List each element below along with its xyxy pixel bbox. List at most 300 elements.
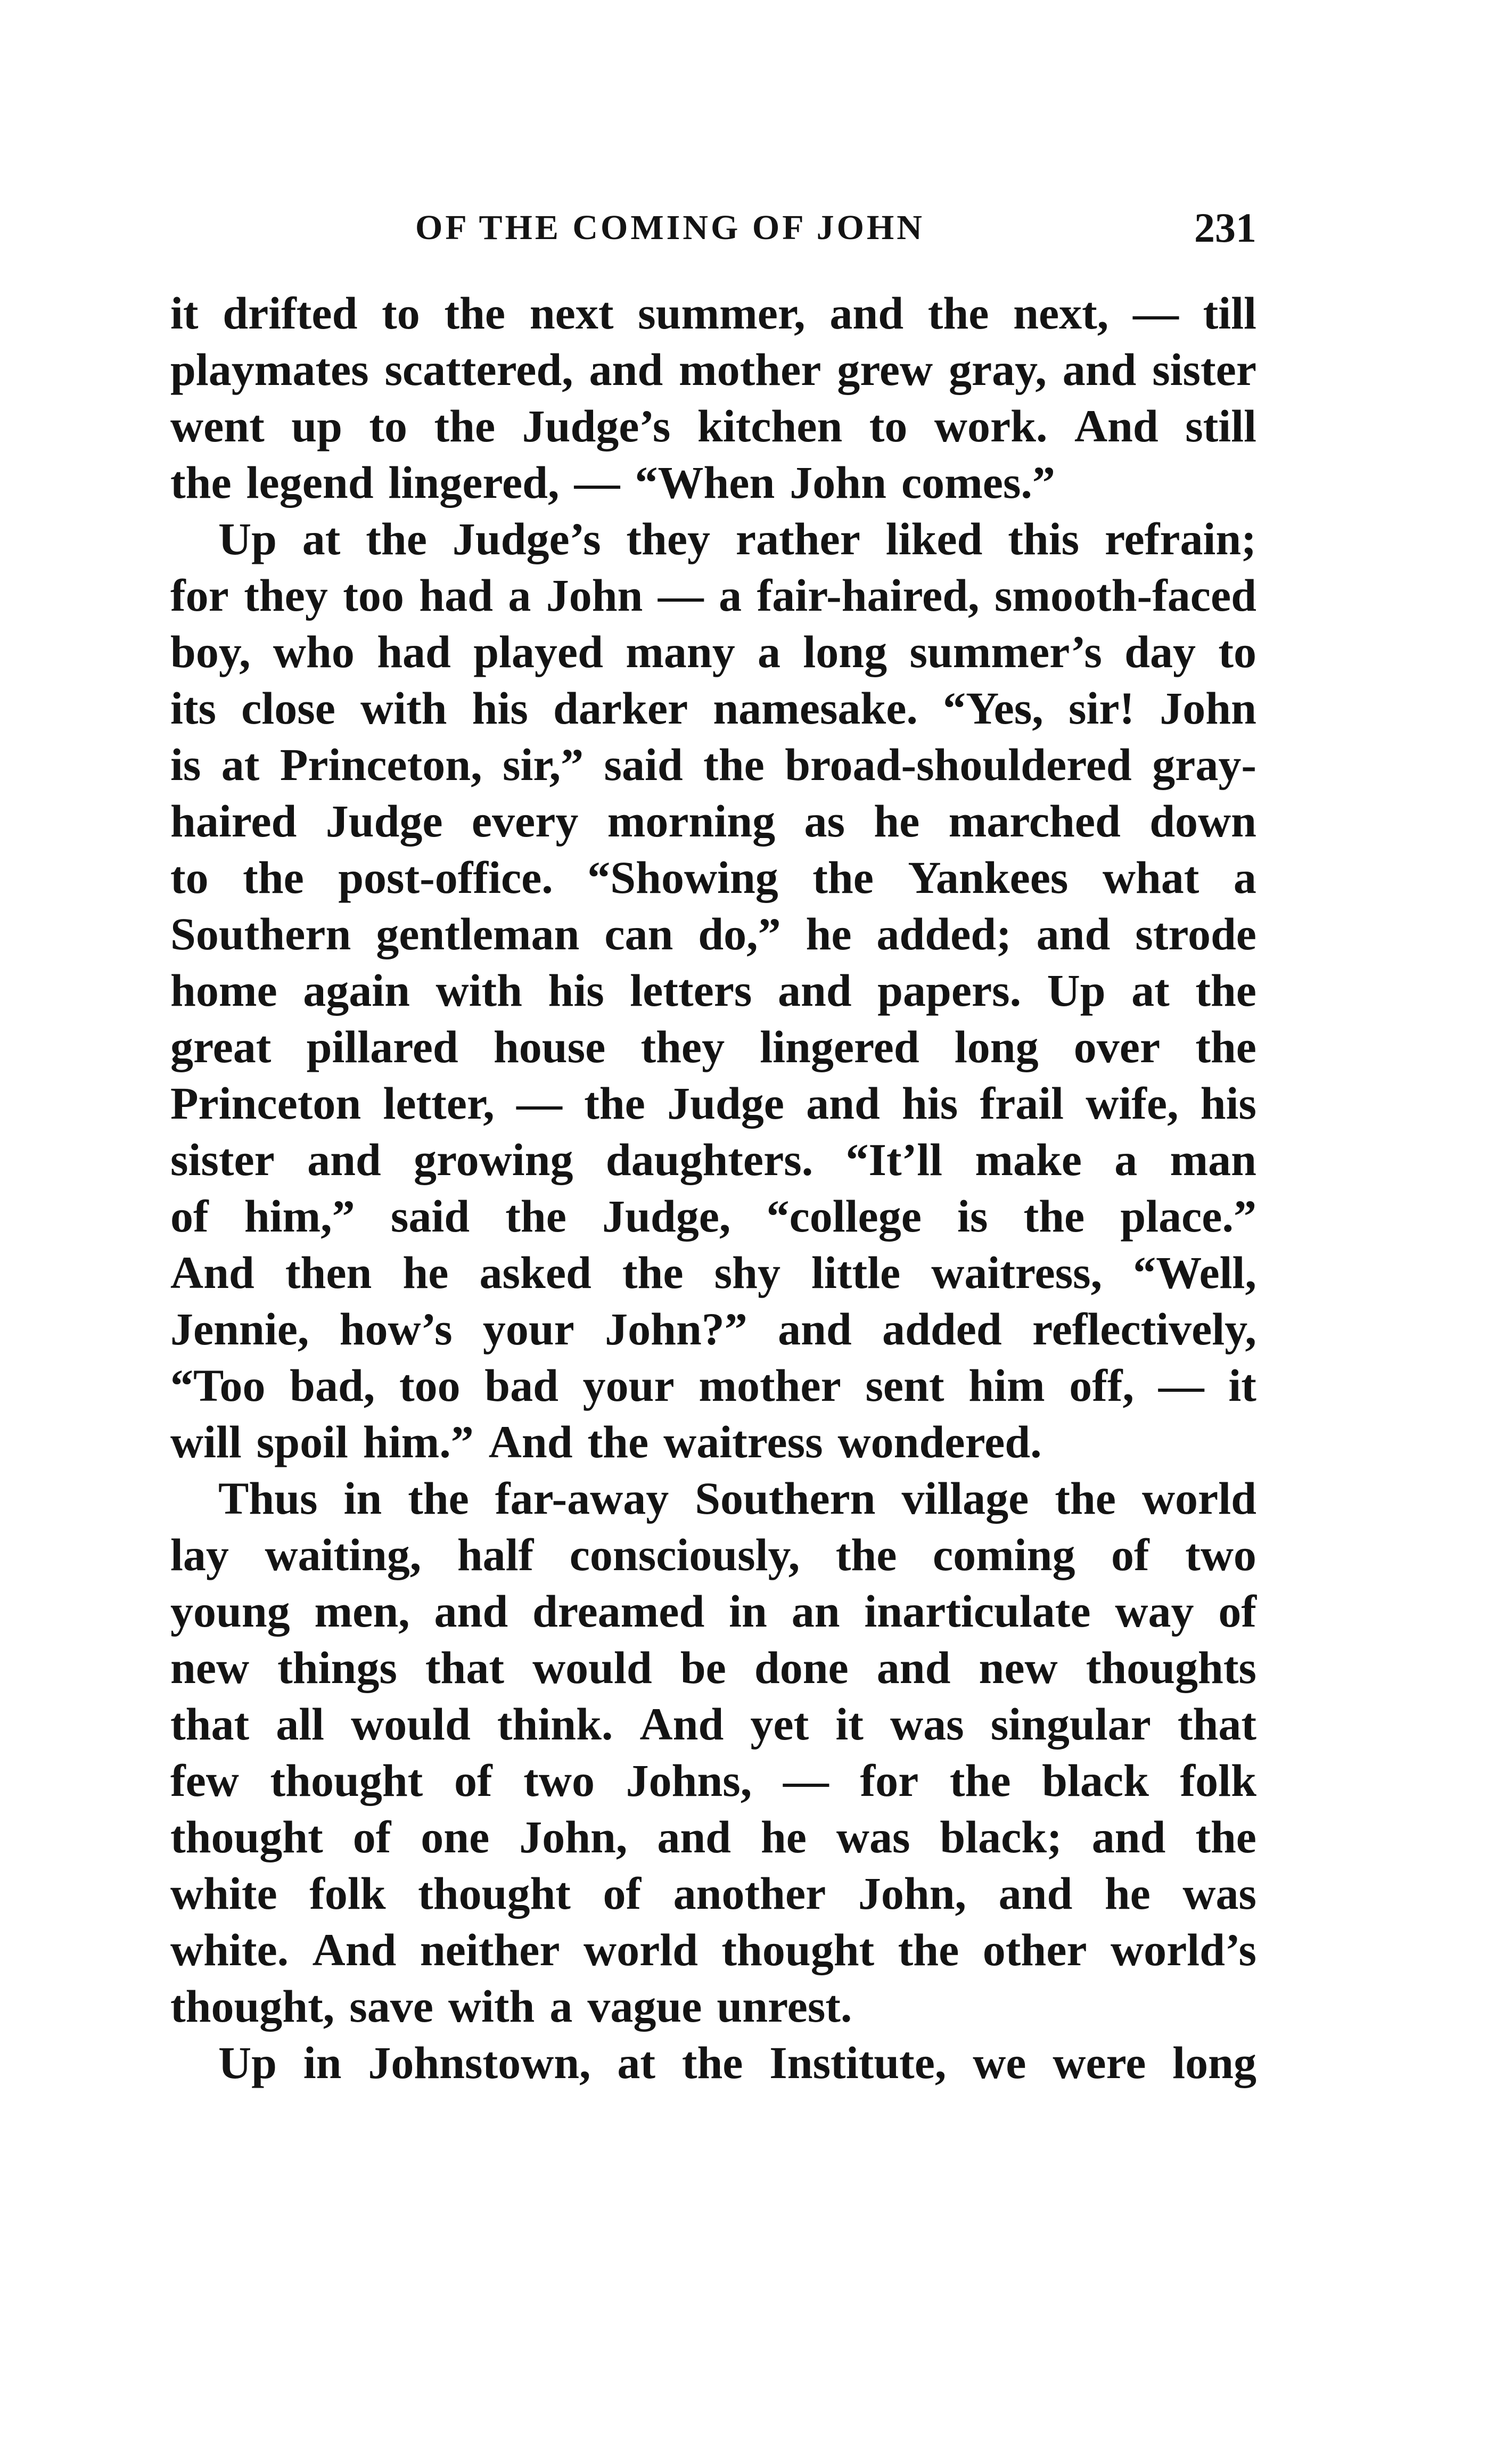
text-word: and bbox=[307, 1134, 381, 1185]
text-word: coming bbox=[932, 1529, 1075, 1580]
text-word: scattered, bbox=[384, 344, 573, 395]
text-line bbox=[170, 454, 1256, 511]
text-word: And bbox=[170, 1247, 254, 1298]
text-word: it bbox=[170, 288, 199, 339]
text-word: thought, bbox=[170, 1981, 335, 2032]
text-word: thought bbox=[270, 1755, 423, 1806]
text-word: of bbox=[1218, 1586, 1256, 1637]
text-word: said bbox=[390, 1191, 470, 1242]
text-word: inarticulate bbox=[864, 1586, 1091, 1637]
text-word: Yankees bbox=[908, 852, 1069, 903]
text-word: and bbox=[998, 1868, 1073, 1919]
text-word: world’s bbox=[1111, 1924, 1256, 1975]
text-word: young bbox=[170, 1586, 290, 1637]
text-word: at bbox=[302, 513, 341, 564]
text-word: gentleman bbox=[376, 908, 580, 959]
text-word: “Yes, bbox=[943, 683, 1043, 734]
text-word: he bbox=[874, 795, 920, 847]
text-word: wife, bbox=[1086, 1078, 1179, 1129]
text-word: many bbox=[626, 626, 735, 677]
text-word: its bbox=[170, 683, 216, 734]
text-word: world bbox=[583, 1924, 698, 1975]
text-word: had bbox=[377, 626, 451, 677]
text-word: home bbox=[170, 965, 277, 1016]
text-word: thought bbox=[170, 1811, 323, 1862]
text-word: and bbox=[1062, 344, 1137, 395]
text-word: the bbox=[812, 852, 874, 903]
text-word: new bbox=[979, 1642, 1058, 1693]
text-word: spoil bbox=[256, 1416, 348, 1467]
text-word: gray- bbox=[1152, 739, 1256, 790]
text-line bbox=[170, 1357, 1256, 1414]
text-word: and bbox=[876, 1642, 951, 1693]
text-word: the bbox=[927, 288, 989, 339]
text-word: to bbox=[170, 852, 209, 903]
text-word: Judge, bbox=[602, 1191, 731, 1242]
running-title: OF THE COMING OF JOHN bbox=[415, 208, 925, 247]
text-word: with bbox=[435, 965, 522, 1016]
text-word: that bbox=[170, 1698, 250, 1750]
text-word: marched bbox=[948, 795, 1121, 847]
text-word: the bbox=[434, 400, 496, 452]
text-word: this bbox=[1008, 513, 1080, 564]
text-word: of bbox=[352, 1811, 391, 1862]
text-word: grew bbox=[837, 344, 933, 395]
text-word: and bbox=[434, 1586, 508, 1637]
text-word: thought bbox=[721, 1924, 875, 1975]
text-word: they bbox=[626, 513, 711, 564]
text-word: liked bbox=[885, 513, 983, 564]
text-word: the bbox=[949, 1755, 1011, 1806]
text-word: Up bbox=[218, 2037, 277, 2088]
text-word: a bbox=[1114, 1134, 1138, 1185]
text-word: over bbox=[1073, 1021, 1161, 1072]
page-header bbox=[170, 196, 1256, 260]
text-word: and bbox=[777, 965, 852, 1016]
text-word: that bbox=[1177, 1698, 1256, 1750]
text-word: the bbox=[898, 1924, 959, 1975]
text-word: in bbox=[729, 1586, 767, 1637]
text-word: John bbox=[790, 457, 886, 508]
text-word: to bbox=[369, 400, 408, 452]
text-line bbox=[170, 1188, 1256, 1244]
text-word: letter, bbox=[383, 1078, 495, 1129]
text-word: daughters. bbox=[605, 1134, 813, 1185]
text-word: haired bbox=[170, 795, 297, 847]
text-word: the bbox=[1195, 965, 1256, 1016]
text-word: house bbox=[493, 1021, 606, 1072]
text-word: of bbox=[603, 1868, 642, 1919]
text-line bbox=[170, 1583, 1256, 1639]
text-word: and bbox=[806, 1078, 880, 1129]
text-word: fair-haired, bbox=[757, 570, 980, 621]
text-word: till bbox=[1203, 288, 1256, 339]
text-word: thoughts bbox=[1086, 1642, 1256, 1693]
text-line bbox=[170, 736, 1256, 793]
text-line bbox=[170, 1019, 1256, 1075]
text-word: village bbox=[901, 1473, 1029, 1524]
text-word: way bbox=[1115, 1586, 1194, 1637]
text-word: his bbox=[902, 1078, 958, 1129]
text-word: a bbox=[508, 570, 531, 621]
text-word: the bbox=[408, 1473, 469, 1524]
text-word: for bbox=[170, 570, 229, 621]
text-word: folk bbox=[1180, 1755, 1256, 1806]
text-word: the bbox=[584, 1078, 645, 1129]
text-word: John, bbox=[858, 1868, 967, 1919]
text-word: post-office. bbox=[338, 852, 553, 903]
text-word: — bbox=[1158, 1360, 1204, 1411]
text-word: summer, bbox=[638, 288, 806, 339]
text-line bbox=[170, 1865, 1256, 1922]
text-word: he bbox=[760, 1811, 807, 1862]
text-word: sir,” bbox=[502, 739, 584, 790]
text-word: the bbox=[703, 739, 765, 790]
text-word: Southern bbox=[170, 908, 351, 959]
text-word: mother bbox=[699, 1360, 841, 1411]
text-word: and bbox=[1091, 1811, 1166, 1862]
text-word: and bbox=[589, 344, 663, 395]
text-word: said bbox=[604, 739, 683, 790]
text-word: will bbox=[170, 1416, 242, 1467]
text-word: were bbox=[1053, 2037, 1146, 2088]
text-line bbox=[170, 1301, 1256, 1357]
text-word: kitchen bbox=[697, 400, 843, 452]
text-word: what bbox=[1102, 852, 1199, 903]
text-word: comes.” bbox=[901, 457, 1055, 508]
text-word: John?” bbox=[605, 1303, 747, 1355]
text-word: the bbox=[170, 457, 232, 508]
text-line bbox=[170, 1639, 1256, 1696]
text-word: his bbox=[1200, 1078, 1256, 1129]
text-word: rather bbox=[735, 513, 860, 564]
text-word: — bbox=[516, 1078, 562, 1129]
text-word: with bbox=[360, 683, 447, 734]
text-word: think. bbox=[497, 1698, 613, 1750]
text-word: his bbox=[548, 965, 604, 1016]
text-word: lay bbox=[170, 1529, 229, 1580]
text-word: yet bbox=[750, 1698, 809, 1750]
text-word: a bbox=[1233, 852, 1256, 903]
text-word: waitress, bbox=[931, 1247, 1103, 1298]
text-word: and bbox=[1036, 908, 1111, 959]
text-word: letters bbox=[630, 965, 752, 1016]
text-word: reflectively, bbox=[1032, 1303, 1256, 1355]
text-word: sir! bbox=[1068, 683, 1135, 734]
text-word: — bbox=[574, 457, 620, 508]
text-word: was bbox=[1182, 1868, 1256, 1919]
text-word: it bbox=[1228, 1360, 1256, 1411]
text-word: far-away bbox=[495, 1473, 669, 1524]
text-word: your bbox=[582, 1360, 675, 1411]
text-word: sister bbox=[1152, 344, 1256, 395]
text-word: the bbox=[681, 2037, 743, 2088]
text-word: next, bbox=[1013, 288, 1109, 339]
text-word: the bbox=[1023, 1191, 1085, 1242]
text-word: men, bbox=[314, 1586, 410, 1637]
text-word: gray, bbox=[948, 344, 1047, 395]
text-word: wondered. bbox=[837, 1416, 1042, 1467]
text-word: morning bbox=[607, 795, 776, 847]
text-word: the bbox=[366, 513, 427, 564]
text-word: Johns, bbox=[626, 1755, 752, 1806]
text-word: great bbox=[170, 1021, 272, 1072]
text-word: one bbox=[421, 1811, 490, 1862]
text-word: mother bbox=[678, 344, 821, 395]
text-word: other bbox=[982, 1924, 1087, 1975]
text-line bbox=[170, 285, 1256, 341]
text-word: neither bbox=[420, 1924, 560, 1975]
text-word: your bbox=[482, 1303, 574, 1355]
text-word: consciously, bbox=[569, 1529, 800, 1580]
text-word: frail bbox=[980, 1078, 1064, 1129]
text-word: that bbox=[425, 1642, 505, 1693]
text-word: it bbox=[835, 1698, 864, 1750]
text-line bbox=[170, 623, 1256, 680]
text-word: the bbox=[505, 1191, 566, 1242]
text-word: at bbox=[617, 2037, 655, 2088]
text-word: few bbox=[170, 1755, 239, 1806]
text-word: played bbox=[473, 626, 603, 677]
text-word: still bbox=[1185, 400, 1256, 452]
text-word: he bbox=[402, 1247, 449, 1298]
text-word: lingered bbox=[760, 1021, 919, 1072]
text-word: And bbox=[488, 1416, 573, 1467]
text-word: was bbox=[890, 1698, 964, 1750]
text-word: save bbox=[349, 1981, 433, 2032]
text-line bbox=[170, 398, 1256, 454]
text-word: a bbox=[549, 1981, 573, 2032]
text-word: Up bbox=[218, 513, 277, 564]
text-word: is bbox=[170, 739, 201, 790]
text-word: playmates bbox=[170, 344, 369, 395]
text-word: in bbox=[343, 1473, 382, 1524]
text-word: and bbox=[829, 288, 904, 339]
text-word: waitress bbox=[663, 1416, 823, 1467]
text-word: folk bbox=[309, 1868, 386, 1919]
text-word: namesake. bbox=[713, 683, 918, 734]
text-word: day bbox=[1124, 626, 1196, 677]
text-line bbox=[170, 511, 1256, 567]
text-word: And bbox=[1074, 400, 1158, 452]
text-word: sent bbox=[865, 1360, 944, 1411]
text-word: thought bbox=[418, 1868, 571, 1919]
text-word: all bbox=[276, 1698, 325, 1750]
page-number: 231 bbox=[1194, 204, 1256, 251]
text-word: papers. bbox=[877, 965, 1022, 1016]
text-word: “Showing bbox=[587, 852, 778, 903]
text-word: “When bbox=[635, 457, 775, 508]
text-word: then bbox=[285, 1247, 372, 1298]
text-word: vague bbox=[587, 1981, 702, 2032]
text-word: Judge’s bbox=[522, 400, 671, 452]
text-word: to bbox=[869, 400, 908, 452]
text-line bbox=[170, 906, 1256, 962]
text-word: work. bbox=[934, 400, 1048, 452]
text-line bbox=[170, 1978, 1256, 2034]
text-word: too bbox=[399, 1360, 461, 1411]
text-word: growing bbox=[414, 1134, 573, 1185]
text-word: broad-shouldered bbox=[785, 739, 1132, 790]
text-word: for bbox=[860, 1755, 919, 1806]
text-word: would bbox=[532, 1642, 652, 1693]
text-word: him bbox=[968, 1360, 1045, 1411]
text-word: lingered, bbox=[388, 457, 560, 508]
text-word: John, bbox=[519, 1811, 628, 1862]
text-word: darker bbox=[553, 683, 688, 734]
text-word: added bbox=[882, 1303, 1002, 1355]
text-line bbox=[170, 1244, 1256, 1301]
text-word: the bbox=[587, 1416, 649, 1467]
text-word: And bbox=[312, 1924, 397, 1975]
text-word: and bbox=[657, 1811, 731, 1862]
text-line bbox=[170, 1809, 1256, 1865]
body-text bbox=[170, 285, 1256, 2091]
text-word: the bbox=[1195, 1811, 1256, 1862]
text-word: long bbox=[803, 626, 888, 677]
text-line bbox=[170, 1075, 1256, 1131]
text-word: world bbox=[1141, 1473, 1256, 1524]
text-word: sister bbox=[170, 1134, 275, 1185]
text-line bbox=[170, 849, 1256, 906]
text-word: every bbox=[471, 795, 579, 847]
text-word: be bbox=[680, 1642, 726, 1693]
text-word: waiting, bbox=[265, 1529, 422, 1580]
text-word: — bbox=[658, 570, 704, 621]
text-word: Princeton, bbox=[280, 739, 482, 790]
text-word: two bbox=[1185, 1529, 1256, 1580]
text-word: long bbox=[954, 1021, 1039, 1072]
text-word: “college bbox=[766, 1191, 922, 1242]
text-word: two bbox=[523, 1755, 595, 1806]
text-word: who bbox=[273, 626, 355, 677]
text-word: up bbox=[291, 400, 342, 452]
text-word: do,” bbox=[698, 908, 781, 959]
text-word: singular bbox=[990, 1698, 1151, 1750]
text-word: Judge’s bbox=[452, 513, 601, 564]
text-word: down bbox=[1149, 795, 1256, 847]
text-word: Southern bbox=[695, 1473, 876, 1524]
text-word: man bbox=[1170, 1134, 1256, 1185]
text-word: John bbox=[546, 570, 643, 621]
text-line bbox=[170, 1131, 1256, 1188]
text-word: white bbox=[170, 1868, 277, 1919]
text-word: of bbox=[170, 1191, 209, 1242]
text-word: too bbox=[343, 570, 404, 621]
text-word: Jennie, bbox=[170, 1303, 309, 1355]
text-word: little bbox=[811, 1247, 901, 1298]
text-word: Institute, bbox=[769, 2037, 947, 2088]
text-word: — bbox=[1132, 288, 1179, 339]
text-word: again bbox=[303, 965, 410, 1016]
text-line bbox=[170, 1922, 1256, 1978]
text-line bbox=[170, 1470, 1256, 1526]
text-word: drifted bbox=[223, 288, 358, 339]
text-word: shy bbox=[714, 1247, 780, 1298]
text-word: black; bbox=[940, 1811, 1062, 1862]
text-word: pillared bbox=[306, 1021, 458, 1072]
text-word: white. bbox=[170, 1924, 289, 1975]
text-word: off, bbox=[1069, 1360, 1135, 1411]
text-word: the bbox=[1195, 1021, 1256, 1072]
text-word: “Too bbox=[170, 1360, 266, 1411]
text-word: new bbox=[170, 1642, 250, 1693]
text-word: Up bbox=[1047, 965, 1106, 1016]
text-word: bad bbox=[484, 1360, 558, 1411]
text-word: long bbox=[1172, 2037, 1256, 2088]
text-word: as bbox=[804, 795, 845, 847]
text-word: and bbox=[778, 1303, 852, 1355]
text-word: things bbox=[277, 1642, 397, 1693]
text-word: a bbox=[758, 626, 781, 677]
text-word: Princeton bbox=[170, 1078, 361, 1129]
text-line bbox=[170, 1526, 1256, 1583]
text-word: how’s bbox=[339, 1303, 453, 1355]
text-word: Judge bbox=[667, 1078, 784, 1129]
text-line bbox=[170, 962, 1256, 1019]
text-word: refrain; bbox=[1104, 513, 1256, 564]
text-word: close bbox=[241, 683, 335, 734]
text-word: half bbox=[457, 1529, 534, 1580]
text-word: with bbox=[448, 1981, 535, 2032]
text-word: he bbox=[806, 908, 852, 959]
text-word: place.” bbox=[1120, 1191, 1256, 1242]
text-word: And bbox=[639, 1698, 724, 1750]
text-word: dreamed bbox=[532, 1586, 705, 1637]
text-word: legend bbox=[246, 457, 374, 508]
text-line bbox=[170, 567, 1256, 623]
text-word: the bbox=[444, 288, 506, 339]
text-line bbox=[170, 1414, 1256, 1470]
text-word: a bbox=[719, 570, 742, 621]
text-word: “Well, bbox=[1133, 1247, 1256, 1298]
text-word: make bbox=[975, 1134, 1082, 1185]
text-line bbox=[170, 680, 1256, 736]
text-word: Johnstown, bbox=[368, 2037, 591, 2088]
text-word: the bbox=[835, 1529, 897, 1580]
text-word: at bbox=[221, 739, 260, 790]
text-word: done bbox=[754, 1642, 849, 1693]
text-word: went bbox=[170, 400, 265, 452]
text-word: the bbox=[243, 852, 304, 903]
text-word: smooth-faced bbox=[994, 570, 1256, 621]
text-word: next bbox=[529, 288, 614, 339]
text-word: boy, bbox=[170, 626, 251, 677]
text-word: black bbox=[1042, 1755, 1149, 1806]
text-word: Thus bbox=[218, 1473, 318, 1524]
text-line bbox=[170, 2034, 1256, 2091]
text-word: him,” bbox=[244, 1191, 355, 1242]
text-word: at bbox=[1131, 965, 1170, 1016]
text-word: to bbox=[1218, 626, 1256, 677]
text-word: would bbox=[351, 1698, 471, 1750]
text-word: they bbox=[244, 570, 328, 621]
text-word: him.” bbox=[363, 1416, 474, 1467]
text-word: summer’s bbox=[909, 626, 1102, 677]
text-word: they bbox=[640, 1021, 725, 1072]
text-word: asked bbox=[479, 1247, 591, 1298]
text-word: of bbox=[454, 1755, 492, 1806]
text-line bbox=[170, 1696, 1256, 1752]
text-word: Judge bbox=[325, 795, 443, 847]
text-word: — bbox=[783, 1755, 829, 1806]
text-word: strode bbox=[1135, 908, 1256, 959]
text-line bbox=[170, 793, 1256, 849]
text-word: he bbox=[1104, 1868, 1151, 1919]
text-word: his bbox=[472, 683, 528, 734]
text-word: “It’ll bbox=[845, 1134, 943, 1185]
text-word: had bbox=[419, 570, 493, 621]
